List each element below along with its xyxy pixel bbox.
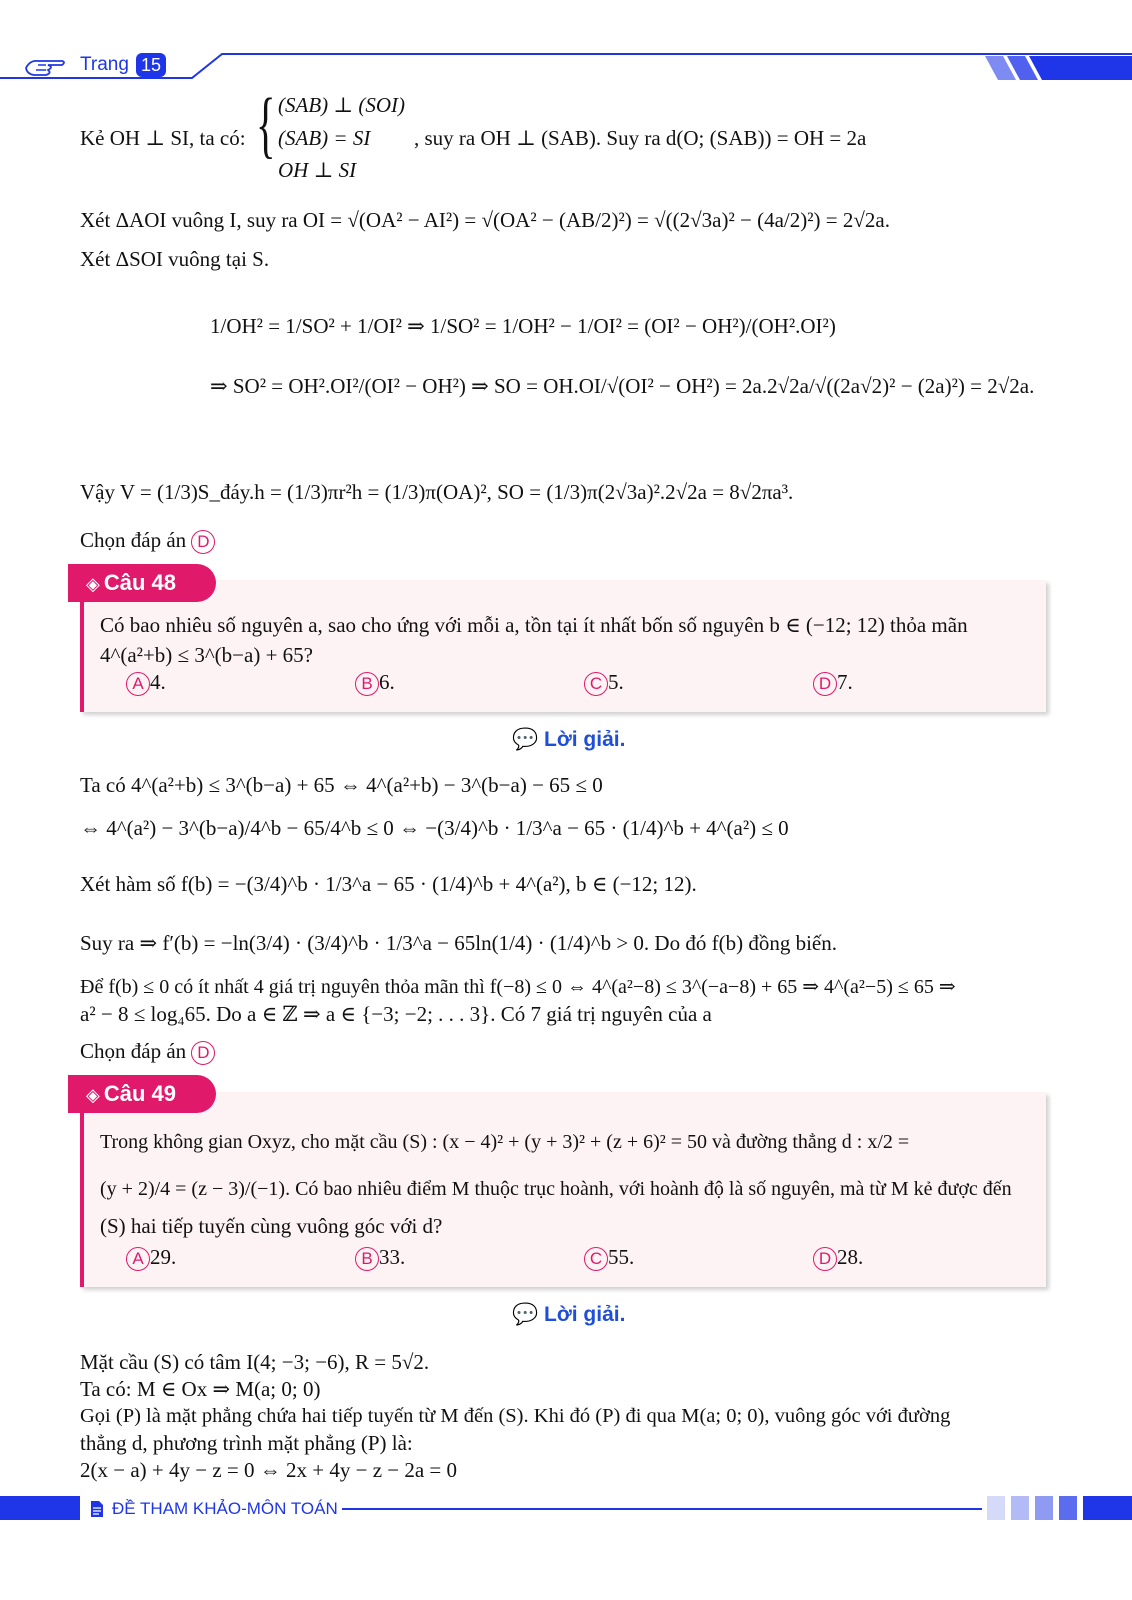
q49-option-c[interactable] [584,1245,634,1271]
q49-solution-line-1: Mặt cầu (S) có tâm I(4; −3; −6), R = 5√2. [80,1350,430,1374]
system-row-1: (SAB) ⊥ (SOI) [278,93,406,117]
intro-l1-suffix: , suy ra OH ⊥ (SAB). Suy ra d(O; (SAB)) = OH = 2a [414,126,867,150]
question-49-text-2: (y + 2)/4 = (z − 3)/(−1). Có bao nhiêu điểm M thuộc trục hoành, với hoành độ là số nguyên, mà từ M kẻ được đến [100,1178,1012,1200]
q48-choose-answer [80,1039,215,1065]
page-footer [0,1494,1132,1524]
option-value: 55. [608,1245,635,1269]
diamond-icon: ◈ [86,574,100,594]
question-48-text-2: 4^(a²+b) ≤ 3^(b−a) + 65? [100,643,313,667]
footer-rule [342,1508,982,1510]
option-letter-badge: C [584,672,608,696]
system-brace: { [256,84,276,166]
intro-equation-1: 1/OH² = 1/SO² + 1/OI² ⇒ 1/SO² = 1/OH² − 1/OI² = (OI² − OH²)/(OH².OI²) [210,314,836,338]
page-label: Trang [80,54,129,75]
q49-solution-line-5: 2(x − a) + 4y − z = 0 ⇔ 2x + 4y − z − 2a = 0 [80,1458,458,1482]
option-letter-badge: D [813,1247,837,1271]
footer-block-4 [1059,1496,1077,1520]
page-header [0,40,1132,86]
diamond-icon: ◈ [86,1085,100,1105]
footer-left-bar [0,1496,80,1520]
option-value: 33. [379,1245,406,1269]
footer-block-5 [1083,1496,1132,1520]
chosen-answer-badge: D [191,1041,215,1065]
q49-solution-line-4: thẳng d, phương trình mặt phẳng (P) là: [80,1431,413,1455]
option-value: 5. [608,670,624,694]
option-letter-badge: B [355,1247,379,1271]
intro-choose-answer [80,528,215,554]
q49-option-b[interactable] [355,1245,405,1271]
option-value: 6. [379,670,395,694]
choose-label: Chọn đáp án [80,1039,187,1063]
q49-option-d[interactable] [813,1245,863,1271]
q48-option-a[interactable] [126,670,166,696]
option-value: 4. [150,670,166,694]
q48-option-b[interactable] [355,670,395,696]
intro-l1-prefix: Kẻ OH ⊥ SI, ta có: [80,126,246,150]
q48-option-c[interactable] [584,670,624,696]
system-row-3: OH ⊥ SI [278,158,357,182]
question-49-text-3: (S) hai tiếp tuyến cùng vuông góc với d? [100,1214,443,1238]
q48-solution-line-3: Xét hàm số f(b) = −(3/4)^b · 1/3^a − 65 · (1/4)^b + 4^(a²), b ∈ (−12; 12). [80,872,697,896]
q49-solution-title-text: Lời giải. [544,1303,626,1326]
question-49-tag [68,1075,216,1113]
q48-solution-line-1: Ta có 4^(a²+b) ≤ 3^(b−a) + 65 ⇔ 4^(a²+b) − 3^(b−a) − 65 ≤ 0 [80,773,603,797]
q48-option-d[interactable] [813,670,853,696]
footer-block-3 [1035,1496,1053,1520]
q48-solution-line-6: a² − 8 ≤ log₄65. Do a ∈ ℤ ⇒ a ∈ {−3; −2; . . . 3}. Có 7 giá trị nguyên của a [80,1002,712,1026]
page-number-badge: 15 [136,53,166,77]
q48-solution-title-text: Lời giải. [544,728,626,751]
footer-title: ĐỀ THAM KHẢO-MÔN TOÁN [112,1499,338,1518]
q49-option-a[interactable] [126,1245,176,1271]
option-value: 7. [837,670,853,694]
intro-line-3: Xét ΔSOI vuông tại S. [80,247,270,271]
intro-line-2: Xét ΔAOI vuông I, suy ra OI = √(OA² − AI²) = √(OA² − (AB/2)²) = √((2√3a)² − (4a/2)²) = 2√2a. [80,208,890,232]
option-letter-badge: C [584,1247,608,1271]
option-value: 28. [837,1245,864,1269]
question-48-tag-label: Câu 48 [103,570,176,595]
footer-block-2 [1011,1496,1029,1520]
option-value: 29. [150,1245,177,1269]
option-letter-badge: D [813,672,837,696]
q48-solution-line-2: ⇔ 4^(a²) − 3^(b−a)/4^b − 65/4^b ≤ 0 ⇔ −(3/4)^b · 1/3^a − 65 · (1/4)^b + 4^(a²) ≤ 0 [80,816,789,840]
chosen-answer-badge: D [191,530,215,554]
header-rule [0,40,1132,86]
intro-equation-2: ⇒ SO² = OH².OI²/(OI² − OH²) ⇒ SO = OH.OI/√(OI² − OH²) = 2a.2√2a/√((2a√2)² − (2a)²) = 2√2a. [210,374,1035,398]
question-49-tag-label: Câu 49 [103,1081,176,1106]
q49-solution-title [512,1303,625,1327]
q49-solution-line-2: Ta có: M ∈ Ox ⇒ M(a; 0; 0) [80,1377,321,1401]
question-48-tag [68,564,216,602]
footer-block-1 [987,1496,1005,1520]
speech-bubble-icon: 💬 [512,728,539,751]
question-48-text-1: Có bao nhiêu số nguyên a, sao cho ứng với mỗi a, tồn tại ít nhất bốn số nguyên b ∈ (−12; 12) thỏa mãn [100,613,968,637]
q48-solution-title [512,728,625,752]
pointing-hand-icon [24,54,68,80]
speech-bubble-icon: 💬 [512,1303,539,1326]
choose-label: Chọn đáp án [80,528,187,552]
system-row-2: (SAB) = SI [278,126,371,150]
document-icon [90,1500,104,1518]
question-49-text-1: Trong không gian Oxyz, cho mặt cầu (S) : (x − 4)² + (y + 3)² + (z + 6)² = 50 và đường thẳng d : x/2 = [100,1131,910,1153]
q49-solution-line-3: Gọi (P) là mặt phẳng chứa hai tiếp tuyến từ M đến (S). Khi đó (P) đi qua M(a; 0; 0), vuông góc với đường [80,1405,951,1427]
option-letter-badge: A [126,672,150,696]
q48-solution-line-5: Để f(b) ≤ 0 có ít nhất 4 giá trị nguyên thỏa mãn thì f(−8) ≤ 0 ⇔ 4^(a²−8) ≤ 3^(−a−8) + 65 ⇒ 4^(a²−5) ≤ 65 ⇒ [80,976,956,998]
volume-line: Vậy V = (1/3)S_đáy.h = (1/3)πr²h = (1/3)π(OA)², SO = (1/3)π(2√3a)².2√2a = 8√2πa³. [80,480,794,504]
option-letter-badge: A [126,1247,150,1271]
q48-solution-line-4: Suy ra ⇒ f′(b) = −ln(3/4) · (3/4)^b · 1/3^a − 65ln(1/4) · (1/4)^b > 0. Do đó f(b) đồng biến. [80,931,837,955]
option-letter-badge: B [355,672,379,696]
